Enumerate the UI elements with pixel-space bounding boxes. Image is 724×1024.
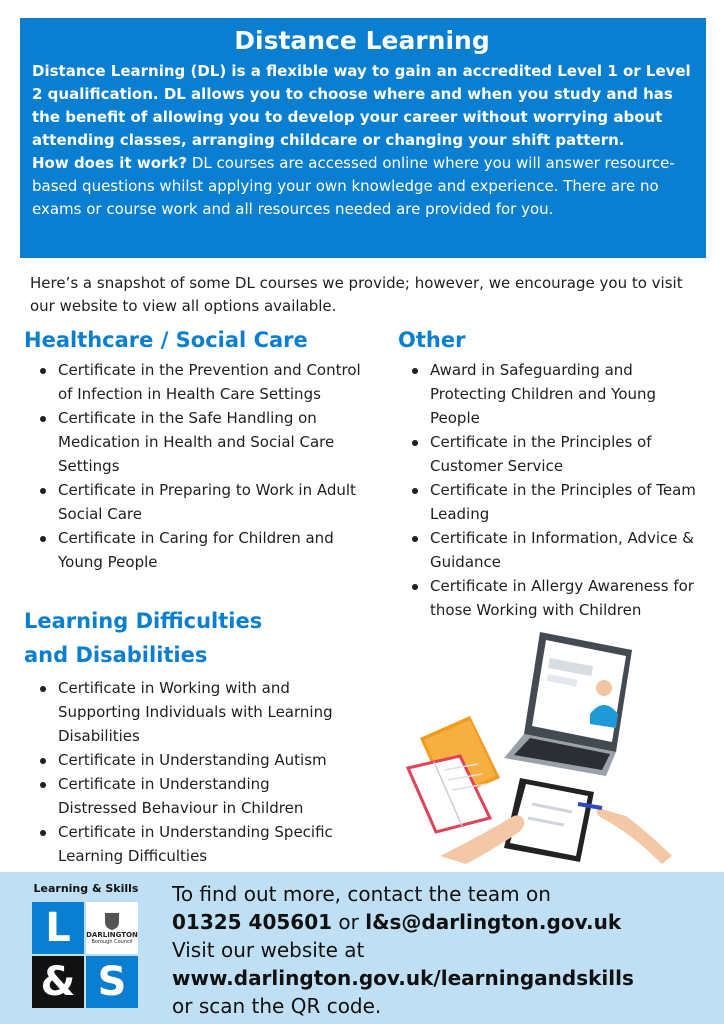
- website-link[interactable]: www.darlington.gov.uk/learningandskills: [172, 966, 634, 990]
- healthcare-heading: Healthcare / Social Care: [24, 328, 308, 352]
- other-heading: Other: [398, 328, 466, 352]
- logo-title: Learning & Skills: [33, 882, 139, 895]
- how-it-works-paragraph: [32, 152, 692, 221]
- list-item: Certificate in Allergy Awareness for those Working with Children: [396, 574, 706, 622]
- hero-banner: [20, 18, 706, 258]
- council-name: DARLINGTON: [86, 931, 138, 939]
- list-item: Certificate in the Principles of Customer Service: [396, 430, 706, 478]
- learning-difficulties-heading-line2: and Disabilities: [24, 643, 208, 667]
- healthcare-section: [24, 326, 374, 574]
- darlington-council-crest: [86, 902, 138, 954]
- council-sub: Borough Council: [91, 939, 133, 945]
- laptop-icon: [504, 632, 632, 776]
- learning-difficulties-course-list: [24, 676, 344, 868]
- list-item: Certificate in Working with and Supporting Individuals with Learning Disabilities: [24, 676, 344, 748]
- intro-paragraph: Here’s a snapshot of some DL courses we provide; however, we encourage you to visit our website to view all options available.: [30, 274, 683, 315]
- list-item: Certificate in Understanding Autism: [24, 748, 344, 772]
- logo-tile-s: S: [86, 956, 138, 1008]
- logo-tile-ampersand: &: [32, 956, 84, 1008]
- crest-icon: [103, 911, 121, 931]
- study-illustration: [400, 628, 710, 868]
- page-title: Distance Learning: [234, 26, 490, 55]
- list-item: Certificate in Understanding Specific Learning Difficulties: [24, 820, 344, 868]
- learning-difficulties-heading-line1: Learning Difficulties: [24, 609, 263, 633]
- how-it-works-text: DL courses are accessed online where you will answer resource-based questions whilst applying your own knowledge and experience. There are no exams or course work and all resources needed are provided for you.: [32, 154, 675, 218]
- contact-footer: [0, 872, 724, 1024]
- learning-and-skills-logo: [28, 882, 144, 1014]
- hero-lead-paragraph: Distance Learning (DL) is a flexible way to gain an accredited Level 1 or Level 2 qualification. DL allows you to choose where and when you study and has the benefit of allowing you to develop your career without worrying about attending classes, arranging childcare or changing your shift pattern.: [32, 62, 691, 149]
- contact-line: To find out more, contact the team on: [172, 882, 551, 906]
- list-item: Certificate in the Prevention and Control of Infection in Health Care Settings: [24, 358, 374, 406]
- list-item: Award in Safeguarding and Protecting Children and Young People: [396, 358, 706, 430]
- list-item: Certificate in the Safe Handling on Medication in Health and Social Care Settings: [24, 406, 374, 478]
- list-item: Certificate in Understanding Distressed Behaviour in Children: [24, 772, 344, 820]
- healthcare-course-list: [24, 358, 374, 574]
- website-label: Visit our website at: [172, 938, 365, 962]
- other-section: [396, 326, 706, 622]
- website-line: [172, 964, 712, 992]
- list-item: Certificate in Preparing to Work in Adult Social Care: [24, 478, 374, 526]
- or-text: or: [332, 910, 366, 934]
- list-item: Certificate in the Principles of Team Leading: [396, 478, 706, 526]
- logo-tile-l: L: [32, 902, 84, 954]
- phone-email-line: [172, 908, 712, 936]
- contact-details: [172, 880, 712, 1020]
- other-course-list: [396, 358, 706, 622]
- learning-difficulties-heading: [24, 604, 344, 672]
- qr-code-text: or scan the QR code.: [172, 994, 382, 1018]
- how-it-works-label: How does it work?: [32, 154, 188, 172]
- email-address[interactable]: l&s@darlington.gov.uk: [365, 910, 622, 934]
- learning-difficulties-section: [24, 604, 344, 868]
- list-item: Certificate in Information, Advice & Guidance: [396, 526, 706, 574]
- phone-number[interactable]: 01325 405601: [172, 910, 333, 934]
- list-item: Certificate in Caring for Children and Young People: [24, 526, 374, 574]
